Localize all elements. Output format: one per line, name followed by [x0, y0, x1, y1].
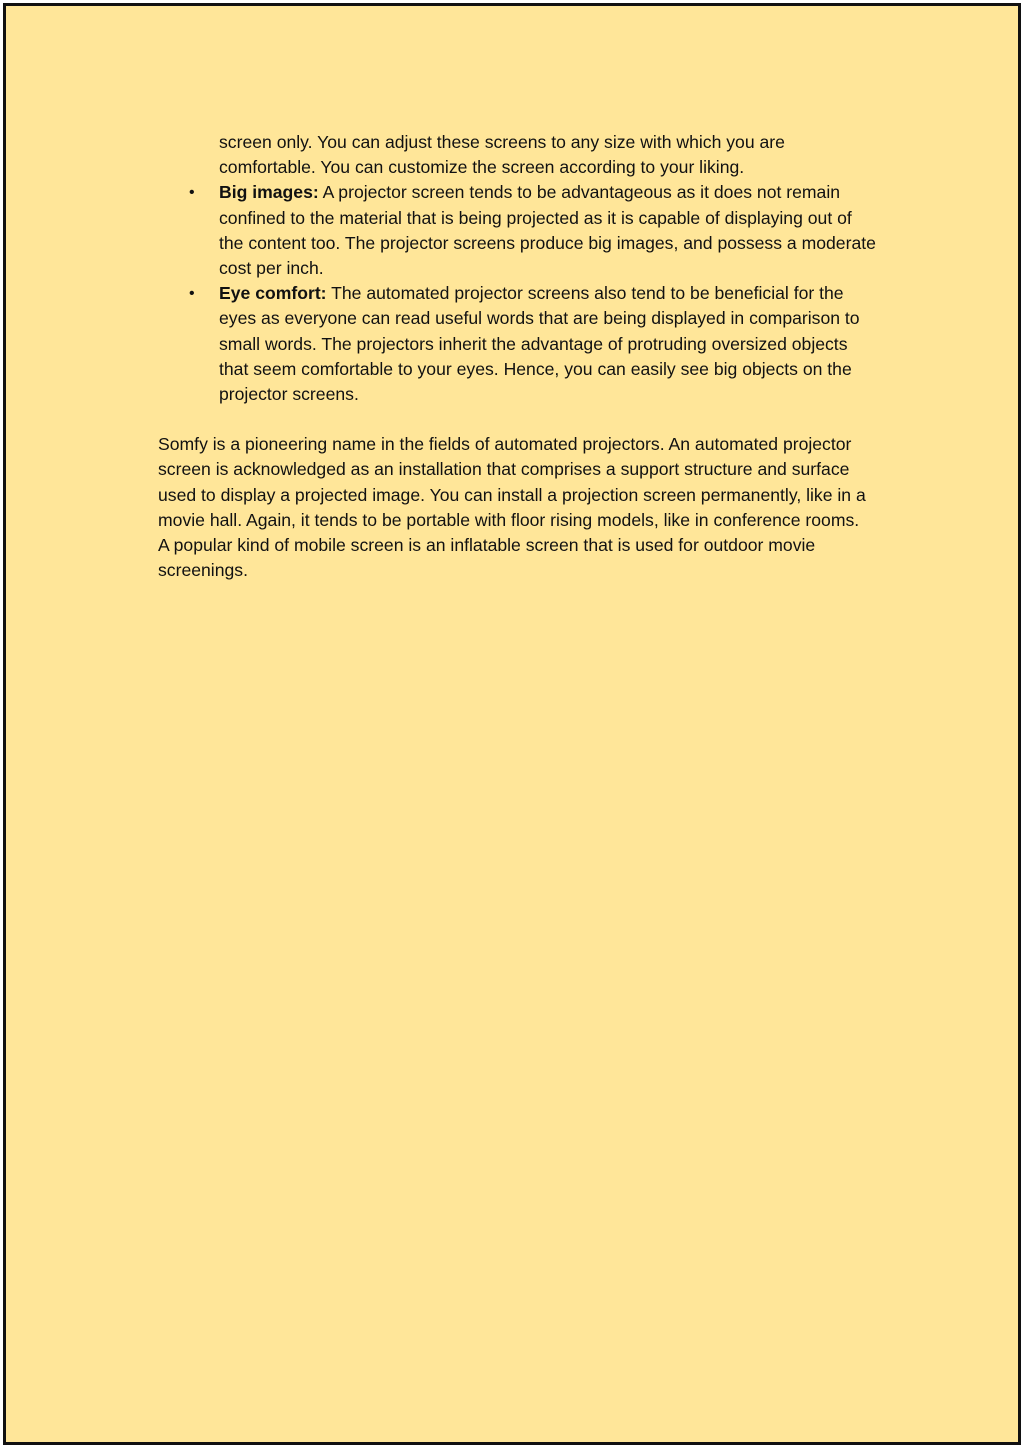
- document-body: [158, 130, 878, 583]
- body-paragraph: Somfy is a pioneering name in the fields of automated projectors. An automated projector screen is acknowledged as an installation that comprises a support structure and surface used to display a projected image. You can install a projection screen permanently, like in a movie hall. Again, it tends to be portable with floor rising models, like in conference rooms. A popular kind of mobile screen is an inflatable screen that is used for outdoor movie screenings.: [158, 434, 866, 581]
- bullet-item-eye-comfort: [158, 281, 878, 407]
- bullet-text: The automated projector screens also tend to be beneficial for the eyes as everyone can read useful words that are being displayed in comparison to small words. The projectors inherit the advantage of protruding oversized objects that seem comfortable to your eyes. Hence, you can easily see big objects on the projector screens.: [219, 283, 860, 405]
- bullet-icon: •: [189, 285, 195, 303]
- bullet-icon: •: [189, 184, 195, 202]
- bullet-list: [158, 180, 878, 407]
- document-page: [3, 3, 1021, 1445]
- bullet-term: Eye comfort:: [219, 283, 327, 304]
- bullet-text: A projector screen tends to be advantageous as it does not remain confined to the material that is being projected as it is capable of displaying out of the content too. The projector screens produce big images, and possess a moderate cost per inch.: [219, 182, 876, 279]
- continuation-text: screen only. You can adjust these screens to any size with which you are comfortable. You can customize the screen according to your liking.: [219, 132, 785, 178]
- bullet-item-big-images: [158, 180, 878, 281]
- bullet-term: Big images:: [219, 182, 319, 203]
